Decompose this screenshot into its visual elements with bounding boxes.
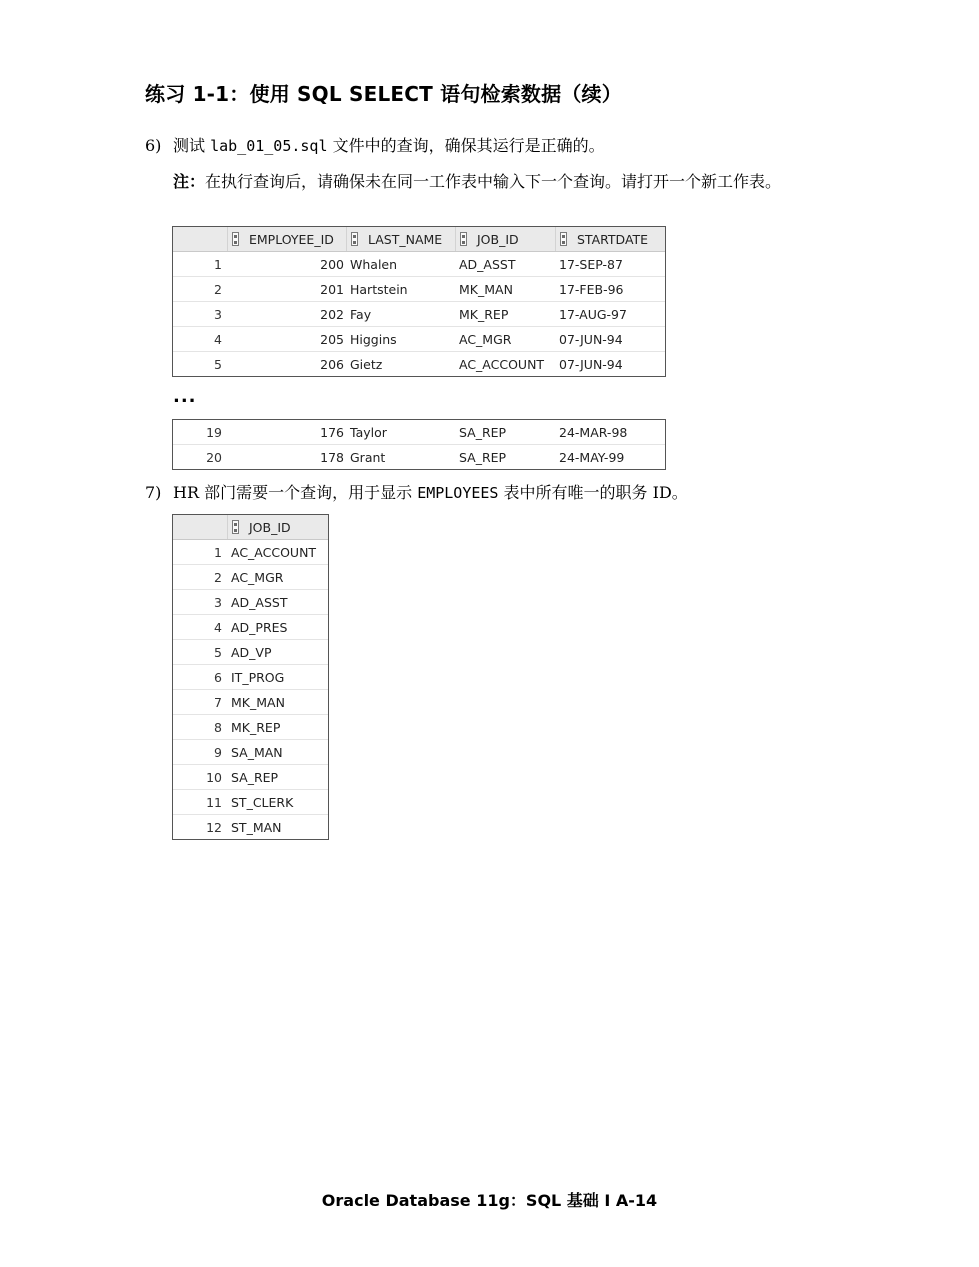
employee-id-cell: 178 [320,449,344,465]
row-number-cell: 3 [214,306,222,322]
job-id-cell: AC_MGR [459,331,512,347]
step-6-note [173,170,853,194]
table-row[interactable] [173,714,328,739]
last-name-cell: Hartstein [350,281,408,297]
row-number-cell: 1 [214,544,222,560]
last-name-cell: Grant [350,449,386,465]
row-number-cell: 2 [214,569,222,585]
startdate-cell: 17-AUG-97 [559,306,627,322]
row-number-cell: 20 [206,449,222,465]
table-row[interactable] [173,789,328,814]
column-header-job-id[interactable] [228,515,327,539]
table-row[interactable] [173,689,328,714]
table-row[interactable] [173,420,665,444]
sort-icon [232,232,239,246]
row-number-cell: 1 [214,256,222,272]
employee-id-cell: 176 [320,424,344,440]
job-id-cell: MK_REP [231,719,281,735]
row-number-cell: 12 [206,819,222,835]
grid-body [173,420,665,469]
row-number-cell: 4 [214,619,222,635]
row-number-cell: 19 [206,424,222,440]
employee-id-cell: 205 [320,331,344,347]
job-id-cell: AD_VP [231,644,272,660]
step-7-number: 7) [145,483,162,502]
last-name-cell: Gietz [350,356,383,372]
table-row[interactable] [173,351,665,376]
column-header-employee-id[interactable] [228,227,347,251]
row-number-cell: 5 [214,644,222,660]
row-number-cell: 10 [206,769,222,785]
job-id-result-grid [172,514,329,840]
row-number-cell: 2 [214,281,222,297]
page-footer: Oracle Database 11g：SQL 基础 I A-14 [321,1191,658,1210]
step-7-text-post: 表中所有唯一的职务 ID。 [498,483,688,502]
column-header-label: EMPLOYEE_ID [249,231,334,247]
last-name-cell: Whalen [350,256,398,272]
table-row[interactable] [173,564,328,589]
note-text: 在执行查询后，请确保未在同一工作表中输入下一个查询。请打开一个新工作表。 [205,172,782,191]
table-row[interactable] [173,739,328,764]
sort-icon [351,232,358,246]
last-name-cell: Taylor [350,424,387,440]
last-name-cell: Fay [350,306,372,322]
job-id-cell: AD_PRES [231,619,288,635]
employee-id-cell: 200 [320,256,344,272]
step-7-text-pre: HR 部门需要一个查询，用于显示 [173,483,418,502]
note-label: 注： [173,172,206,191]
step-6-filename: lab_01_05.sql [210,137,328,155]
table-row[interactable] [173,589,328,614]
column-header-label: JOB_ID [477,231,519,247]
table-row[interactable] [173,639,328,664]
row-number-cell: 8 [214,719,222,735]
job-id-cell: AD_ASST [459,256,516,272]
row-number-header [173,515,228,539]
step-6-text-pre: 测试 [173,136,211,155]
table-row[interactable] [173,276,665,301]
step-6-text-post: 文件中的查询，确保其运行是正确的。 [327,136,605,155]
step-6 [145,134,605,158]
job-id-cell: AD_ASST [231,594,288,610]
column-header-last-name[interactable] [347,227,456,251]
job-id-cell: SA_REP [459,449,507,465]
row-number-cell: 11 [206,794,222,810]
step-7-table-name: EMPLOYEES [417,484,499,502]
table-row[interactable] [173,301,665,326]
job-id-cell: SA_REP [231,769,279,785]
startdate-cell: 07-JUN-94 [559,356,623,372]
job-id-cell: MK_REP [459,306,509,322]
job-id-cell: AC_MGR [231,569,284,585]
omitted-rows-ellipsis: ... [173,386,197,407]
job-id-cell: AC_ACCOUNT [459,356,545,372]
job-id-cell: MK_MAN [231,694,285,710]
table-row[interactable] [173,814,328,839]
job-id-cell: IT_PROG [231,669,285,685]
row-number-cell: 7 [214,694,222,710]
step-7 [145,481,688,505]
employee-id-cell: 202 [320,306,344,322]
grid-header [173,515,328,540]
grid-body [173,540,328,839]
table-row[interactable] [173,540,328,564]
last-name-cell: Higgins [350,331,397,347]
table-row[interactable] [173,764,328,789]
job-id-cell: SA_REP [459,424,507,440]
column-header-label: LAST_NAME [368,231,443,247]
table-row[interactable] [173,252,665,276]
employee-id-cell: 206 [320,356,344,372]
column-header-startdate[interactable] [556,227,665,251]
startdate-cell: 24-MAY-99 [559,449,625,465]
employee-id-cell: 201 [320,281,344,297]
sort-icon [560,232,567,246]
employees-result-grid-tail [172,419,666,470]
page-title: 练习 1-1：使用 SQL SELECT 语句检索数据（续） [145,82,622,106]
row-number-cell: 5 [214,356,222,372]
grid-body [173,252,665,376]
table-row[interactable] [173,444,665,469]
row-number-header [173,227,228,251]
table-row[interactable] [173,664,328,689]
startdate-cell: 17-SEP-87 [559,256,623,272]
grid-header [173,227,665,252]
step-6-number: 6) [145,136,162,155]
column-header-label: STARTDATE [577,231,649,247]
sort-icon [460,232,467,246]
job-id-cell: MK_MAN [459,281,513,297]
job-id-cell: AC_ACCOUNT [231,544,317,560]
employees-result-grid [172,226,666,377]
job-id-cell: SA_MAN [231,744,283,760]
column-header-label: JOB_ID [249,519,291,535]
row-number-cell: 3 [214,594,222,610]
startdate-cell: 17-FEB-96 [559,281,624,297]
row-number-cell: 9 [214,744,222,760]
job-id-cell: ST_MAN [231,819,282,835]
startdate-cell: 07-JUN-94 [559,331,623,347]
table-row[interactable] [173,326,665,351]
row-number-cell: 4 [214,331,222,347]
table-row[interactable] [173,614,328,639]
sort-icon [232,520,239,534]
row-number-cell: 6 [214,669,222,685]
column-header-job-id[interactable] [456,227,556,251]
job-id-cell: ST_CLERK [231,794,294,810]
startdate-cell: 24-MAR-98 [559,424,628,440]
